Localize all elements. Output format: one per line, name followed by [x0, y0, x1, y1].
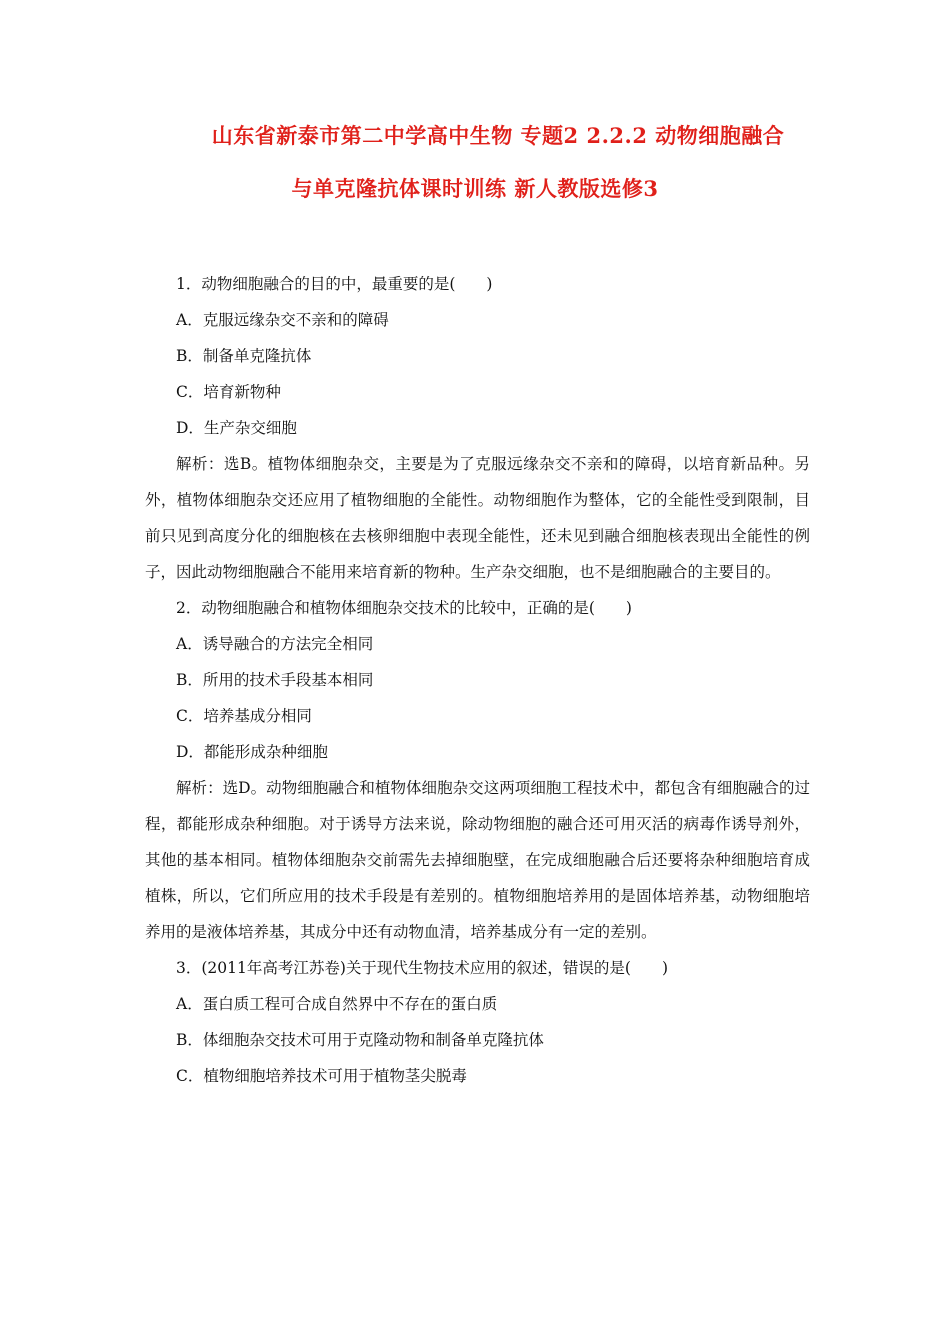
option-b: B．体细胞杂交技术可用于克隆动物和制备单克隆抗体	[176, 1031, 544, 1049]
analysis: 解析：选D。动物细胞融合和植物体细胞杂交这两项细胞工程技术中，都包含有细胞融合的过程，都能形成杂种细胞。对于诱导方法来说，除动物细胞的融合还可用灭活的病毒作诱导剂外，其他的基本相同。植物体细胞杂交前需先去掉细胞壁，在完成细胞融合后还要将杂种细胞培育成植株，所以，它们所应用的技术手段是有差别的。植物细胞培养用的是固体培养基，动物细胞培养用的是液体培养基，其成分中还有动物血清，培养基成分有一定的差别。	[145, 779, 810, 941]
question-stem: 3．(2011年高考江苏卷)关于现代生物技术应用的叙述，错误的是( )	[176, 959, 668, 977]
option-b: B．所用的技术手段基本相同	[176, 671, 374, 689]
option-c: C．培养基成分相同	[176, 707, 312, 725]
question-1	[145, 266, 810, 590]
option-a: A．蛋白质工程可合成自然界中不存在的蛋白质	[176, 995, 498, 1013]
question-stem: 1．动物细胞融合的目的中，最重要的是( )	[176, 275, 493, 293]
option-a: A．克服远缘杂交不亲和的障碍	[176, 311, 389, 329]
option-d: D．都能形成杂种细胞	[176, 743, 328, 761]
document-title-line-1: 山东省新泰市第二中学高中生物 专题2 2.2.2 动物细胞融合	[211, 123, 785, 148]
question-stem: 2．动物细胞融合和植物体细胞杂交技术的比较中，正确的是( )	[176, 599, 632, 617]
question-2	[145, 590, 810, 950]
question-3	[145, 950, 810, 1094]
option-a: A．诱导融合的方法完全相同	[176, 635, 374, 653]
option-b: B．制备单克隆抗体	[176, 347, 312, 365]
document-body	[145, 266, 810, 1094]
document-title-line-2: 与单克隆抗体课时训练 新人教版选修3	[291, 176, 659, 201]
option-c: C．植物细胞培养技术可用于植物茎尖脱毒	[176, 1067, 467, 1085]
analysis: 解析：选B。植物体细胞杂交，主要是为了克服远缘杂交不亲和的障碍，以培育新品种。另外，植物体细胞杂交还应用了植物细胞的全能性。动物细胞作为整体，它的全能性受到限制，目前只见到高度分化的细胞核在去核卵细胞中表现全能性，还未见到融合细胞核表现出全能性的例子，因此动物细胞融合不能用来培育新的物种。生产杂交细胞，也不是细胞融合的主要目的。	[145, 455, 810, 581]
option-d: D．生产杂交细胞	[176, 419, 297, 437]
option-c: C．培育新物种	[176, 383, 281, 401]
